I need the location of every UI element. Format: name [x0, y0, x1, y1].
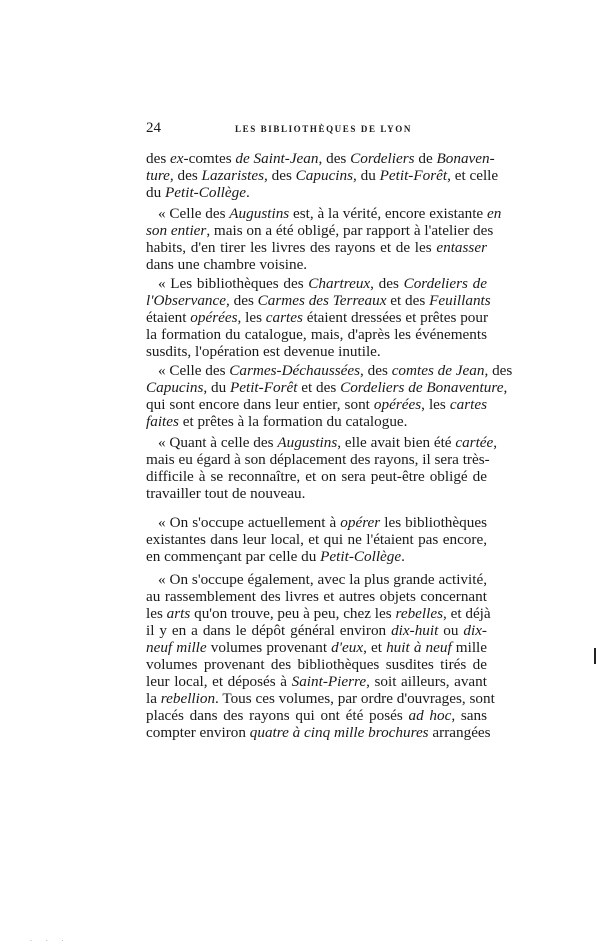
text-line: [146, 588, 487, 605]
text-line: [146, 622, 487, 639]
text-span: les: [146, 605, 167, 622]
italic-span: ad hoc: [408, 707, 452, 724]
text-span: mais eu égard à son déplacement des rayons, il sera très-: [146, 451, 490, 468]
text-span: existantes dans leur local, et qui ne l'étaient pas encore,: [146, 531, 487, 548]
text-span: et des: [386, 292, 430, 309]
text-line: [146, 413, 487, 430]
text-span: , les: [421, 396, 450, 413]
text-span: susdits, l'opération est devenue inutile.: [146, 343, 381, 360]
text-span: « Celle des: [158, 362, 230, 379]
text-line: [158, 275, 487, 292]
text-span: il y en a dans le dépôt général environ: [146, 622, 392, 639]
italic-span: Feuillants: [429, 292, 491, 309]
text-span: « Celle des: [158, 205, 230, 222]
running-header: [146, 120, 487, 140]
text-line: [146, 396, 487, 413]
text-span: mille: [451, 639, 487, 656]
text-span: des: [146, 150, 171, 167]
text-span: qu'on trouve, peu à peu, chez les: [190, 605, 396, 622]
italic-span: Petit-Forêt: [379, 167, 448, 184]
text-line: [146, 485, 487, 502]
text-span: .: [245, 184, 250, 201]
text-span: qui sont encore dans leur entier, sont: [146, 396, 374, 413]
text-line: [146, 150, 495, 167]
italic-span: comtes de Jean: [391, 362, 485, 379]
text-line: [146, 468, 487, 485]
italic-span: quatre à cinq mille brochures: [249, 724, 429, 741]
text-line: [158, 434, 498, 451]
text-span: placés dans des rayons qui ont été posés: [146, 707, 409, 724]
italic-span: d'eux: [331, 639, 364, 656]
italic-span: Petit-Forêt: [229, 379, 298, 396]
text-span: en commençant par celle du: [146, 548, 321, 565]
text-line: [158, 514, 487, 531]
text-line: [146, 379, 508, 396]
text-line: [146, 451, 490, 468]
text-line: [146, 605, 491, 622]
text-line: [146, 167, 499, 184]
text-span: ,: [493, 434, 498, 451]
italic-span: l'Observance: [146, 292, 227, 309]
text-span: , et celle: [447, 167, 499, 184]
text-span: -comtes: [183, 150, 236, 167]
text-line: [146, 656, 487, 673]
italic-span: son entier: [146, 222, 207, 239]
italic-span: Cordeliers de Bonaventure: [340, 379, 504, 396]
italic-span: dix-: [463, 622, 487, 639]
text-span: « On s'occupe également, avec la plus grande activité,: [158, 571, 487, 588]
text-span: habits, d'en tirer les livres des rayons et de les: [146, 239, 437, 256]
text-span: est, à la vérité, encore existante: [289, 205, 487, 222]
text-span: , et: [363, 639, 387, 656]
text-span: ou: [438, 622, 464, 639]
text-span: « Les bibliothèques des: [158, 275, 309, 292]
italic-span: opérer: [340, 514, 381, 531]
text-line: [146, 343, 487, 360]
italic-span: Lazaristes: [201, 167, 265, 184]
text-span: .: [401, 548, 405, 565]
italic-span: Petit-Collège: [320, 548, 402, 565]
italic-span: neuf mille: [146, 639, 207, 656]
running-title: LES BIBLIOTHÈQUES DE LYON: [235, 124, 412, 134]
text-span: , des: [226, 292, 258, 309]
text-span: , les: [237, 309, 266, 326]
text-span: , elle avait bien été: [337, 434, 456, 451]
page-number: 24: [146, 120, 161, 136]
text-span: la: [146, 690, 161, 707]
text-span: « Quant à celle des: [158, 434, 278, 451]
italic-span: cartée: [455, 434, 494, 451]
italic-span: arts: [166, 605, 191, 622]
text-line: [146, 673, 487, 690]
text-line: [146, 184, 487, 201]
text-line: [158, 362, 513, 379]
italic-span: Chartreux: [308, 275, 371, 292]
italic-span: Augustins: [229, 205, 290, 222]
italic-span: cartes: [265, 309, 303, 326]
text-span: , des: [484, 362, 513, 379]
text-span: compter environ: [146, 724, 250, 741]
text-span: et des: [297, 379, 341, 396]
italic-span: opérées: [190, 309, 238, 326]
text-span: . Tous ces volumes, par ordre d'ouvrages, sont: [215, 690, 495, 707]
text-span: et prêtes à la formation du catalogue.: [178, 413, 408, 430]
text-span: , des: [360, 362, 392, 379]
italic-span: Capucins: [146, 379, 204, 396]
text-span: étaient dressées et prêtes pour: [302, 309, 489, 326]
italic-span: Capucins: [295, 167, 354, 184]
text-span: , des: [264, 167, 296, 184]
text-line: [146, 256, 487, 273]
italic-span: opérées: [373, 396, 422, 413]
italic-span: faites: [146, 413, 179, 430]
text-span: , et déjà: [443, 605, 491, 622]
text-span: , du: [203, 379, 230, 396]
italic-span: ex: [170, 150, 184, 167]
italic-span: Carmes des Terreaux: [257, 292, 387, 309]
text-span: , des: [370, 275, 404, 292]
italic-span: Saint-Pierre: [291, 673, 367, 690]
italic-span: rebelles: [395, 605, 443, 622]
italic-span: Cordeliers de: [403, 275, 487, 292]
text-line: [158, 205, 502, 222]
text-span: de: [414, 150, 437, 167]
text-line: [146, 690, 495, 707]
text-span: , mais on a été obligé, par rapport à l'atelier des: [206, 222, 494, 239]
text-line: [146, 292, 491, 309]
text-span: volumes provenant: [206, 639, 332, 656]
italic-span: Augustins: [277, 434, 338, 451]
italic-span: de Saint-Jean: [235, 150, 319, 167]
text-span: , des: [318, 150, 351, 167]
text-span: dans une chambre voisine.: [146, 256, 308, 273]
italic-span: Carmes-Déchaussées: [229, 362, 361, 379]
text-line: [146, 309, 487, 326]
text-span: la formation du catalogue, mais, d'après les événements: [146, 326, 487, 343]
text-span: au rassemblement des livres et autres objets concernant: [146, 588, 487, 605]
text-line: [146, 531, 487, 548]
text-line: [146, 326, 487, 343]
text-span: volumes provenant des bibliothèques susdites tirés de: [146, 656, 487, 673]
italic-span: Cordeliers: [350, 150, 415, 167]
margin-mark: [594, 648, 596, 664]
text-line: [146, 239, 487, 256]
italic-span: en: [486, 205, 502, 222]
text-line: [146, 222, 494, 239]
text-span: arrangées: [428, 724, 491, 741]
italic-span: rebellion: [160, 690, 216, 707]
italic-span: entasser: [436, 239, 487, 256]
text-span: , du: [353, 167, 380, 184]
text-span: , soit ailleurs, avant: [366, 673, 487, 690]
italic-span: cartes: [449, 396, 487, 413]
text-span: difficile à se reconnaître, et on sera peut-être obligé de: [146, 468, 487, 485]
text-span: les bibliothèques: [380, 514, 487, 531]
text-span: , sans: [451, 707, 488, 724]
text-span: étaient: [146, 309, 191, 326]
text-line: [146, 707, 487, 724]
text-span: « On s'occupe actuellement à: [158, 514, 341, 531]
text-span: , des: [169, 167, 202, 184]
text-line: [146, 548, 487, 565]
text-line: [146, 724, 491, 741]
italic-span: Bonaven-: [436, 150, 495, 167]
text-line: [146, 639, 487, 656]
italic-span: huit à neuf: [386, 639, 452, 656]
italic-span: ture: [146, 167, 170, 184]
text-span: du: [146, 184, 165, 201]
italic-span: Petit-Collège: [164, 184, 246, 201]
margin-specks: · · ·: [30, 938, 70, 945]
text-span: travailler tout de nouveau.: [146, 485, 306, 502]
text-line: [158, 571, 487, 588]
italic-span: dix-huit: [391, 622, 439, 639]
text-span: ,: [503, 379, 508, 396]
text-span: leur local, et déposés à: [146, 673, 292, 690]
